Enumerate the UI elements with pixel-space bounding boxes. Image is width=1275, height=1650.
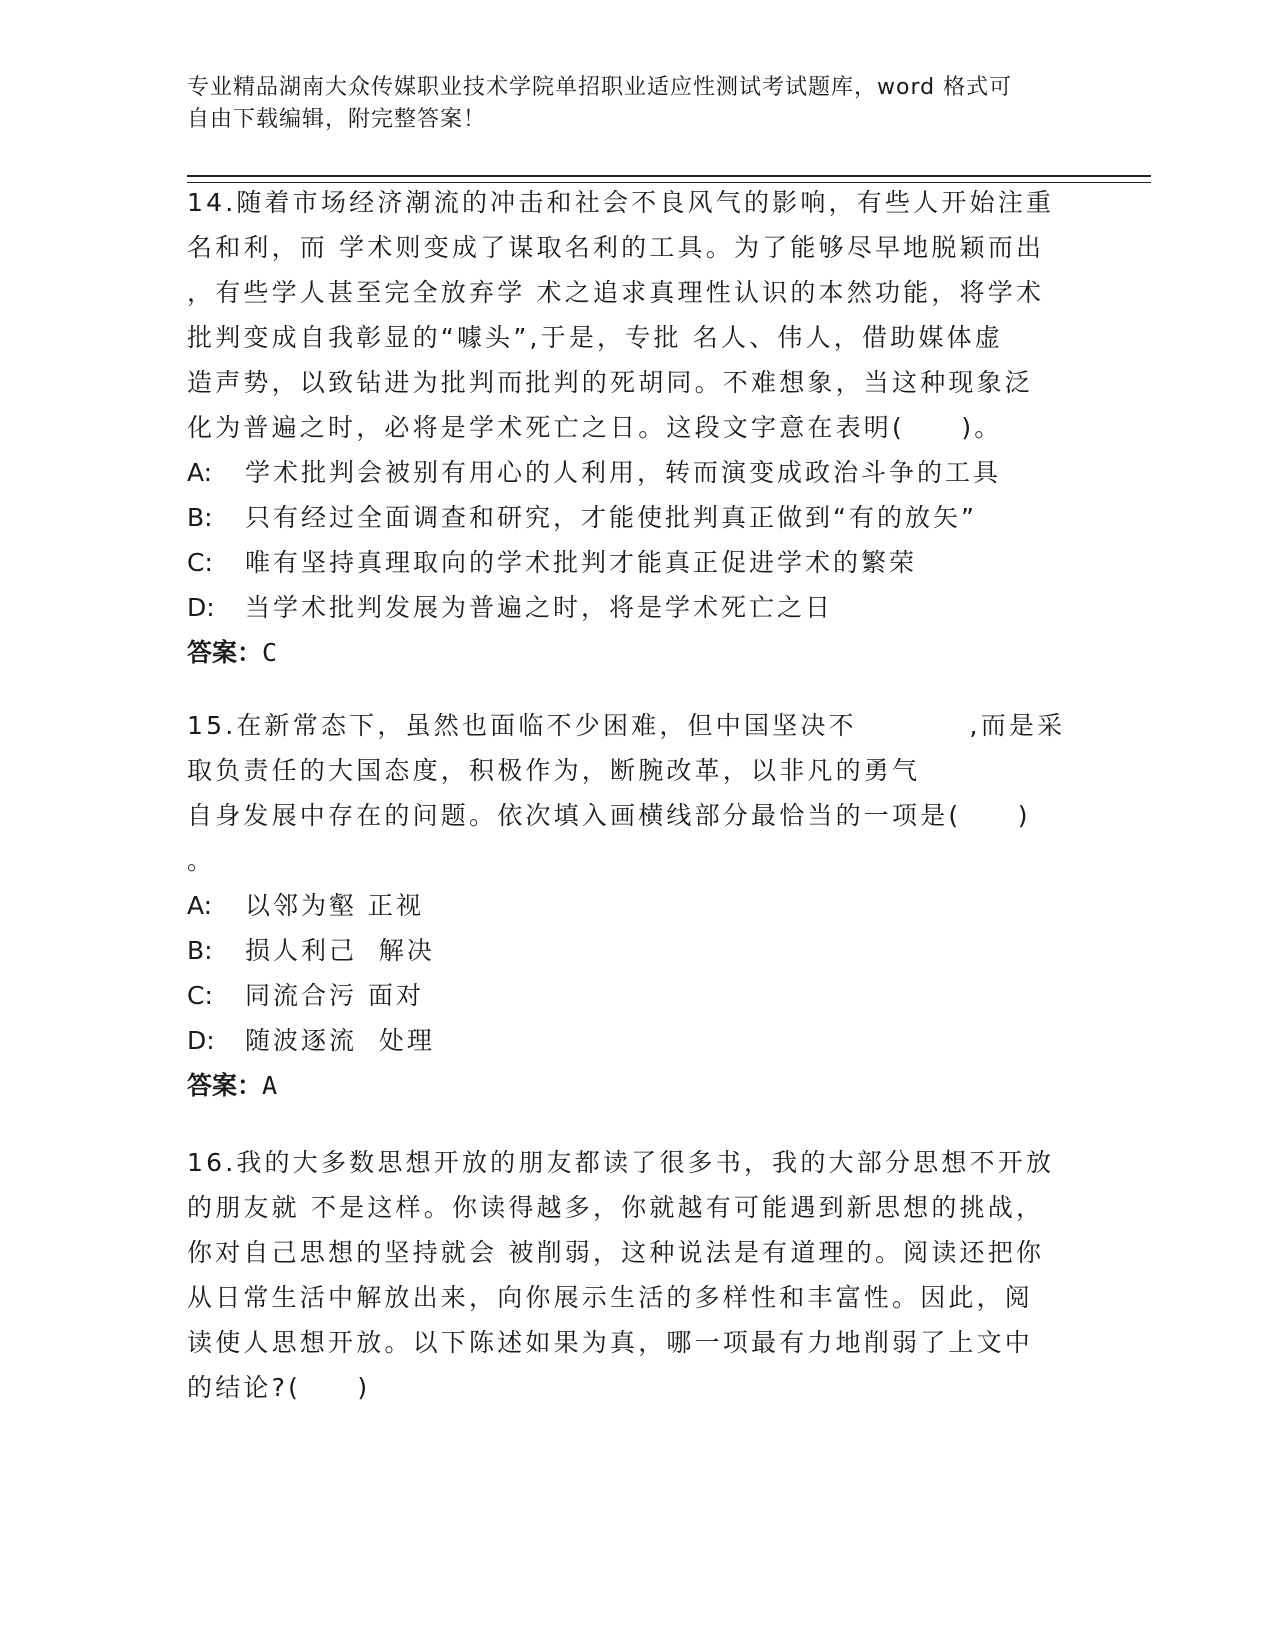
option-label: B:	[187, 936, 213, 965]
question-line: 读使人思想开放。以下陈述如果为真，哪一项最有力地削弱了上文中	[187, 1328, 1034, 1357]
question-line: 。	[187, 846, 216, 875]
option-label: C:	[187, 981, 213, 1010]
question-line: 14.随着市场经济潮流的冲击和社会不良风气的影响，有些人开始注重	[187, 188, 1055, 217]
option-b	[187, 928, 1065, 973]
question-line: 16.我的大多数思想开放的朋友都读了很多书，我的大部分思想不开放	[187, 1148, 1055, 1177]
answer	[187, 1063, 1065, 1108]
option-text: 损人利己 解决	[245, 936, 435, 965]
option-c	[187, 540, 1054, 585]
header-line-1: 专业精品湖南大众传媒职业技术学院单招职业适应性测试考试题库，word 格式可	[187, 75, 1013, 100]
question-line: 造声势，以致钻进为批判而批判的死胡同。不难想象，当这种现象泛	[187, 368, 1034, 397]
option-d	[187, 1018, 1065, 1063]
option-text: 只有经过全面调查和研究，才能使批判真正做到“有的放矢”	[245, 503, 977, 532]
option-d	[187, 585, 1054, 630]
option-c	[187, 973, 1065, 1018]
option-label: A:	[187, 891, 213, 920]
question-line: 你对自己思想的坚持就会 被削弱，这种说法是有道理的。阅读还把你	[187, 1238, 1045, 1267]
question-16	[187, 1140, 1054, 1410]
option-text: 随波逐流 处理	[245, 1026, 435, 1055]
answer-value: C	[262, 638, 278, 667]
option-label: D:	[187, 593, 215, 622]
option-a	[187, 883, 1065, 928]
question-line: 自身发展中存在的问题。依次填入画横线部分最恰当的一项是( )	[187, 801, 1031, 830]
answer-label: 答案：	[187, 638, 263, 667]
question-line: ，有些学人甚至完全放弃学 术之追求真理性认识的本然功能，将学术	[187, 278, 1045, 307]
option-label: C:	[187, 548, 213, 577]
question-line: 从日常生活中解放出来，向你展示生活的多样性和丰富性。因此，阅	[187, 1283, 1034, 1312]
option-a	[187, 450, 1054, 495]
question-line: 批判变成自我彰显的“噱头”,于是，专批 名人、伟人，借助媒体虚	[187, 323, 1003, 352]
option-text: 以邻为壑 正视	[245, 891, 424, 920]
question-line: 的朋友就 不是这样。你读得越多，你就越有可能遇到新思想的挑战，	[187, 1193, 1045, 1222]
answer	[187, 630, 1054, 675]
answer-value: A	[262, 1071, 278, 1100]
option-text: 学术批判会被别有用心的人利用，转而演变成政治斗争的工具	[245, 458, 1002, 487]
question-line: 名和利，而 学术则变成了谋取名利的工具。为了能够尽早地脱颖而出	[187, 233, 1045, 262]
option-text: 同流合污 面对	[245, 981, 424, 1010]
option-text: 当学术批判发展为普遍之时，将是学术死亡之日	[245, 593, 834, 622]
question-14	[187, 180, 1054, 675]
question-line: 取负责任的大国态度，积极作为，断腕改革，以非凡的勇气	[187, 756, 921, 785]
document-header	[187, 72, 1067, 136]
question-15	[187, 703, 1065, 1108]
option-text: 唯有坚持真理取向的学术批判才能真正促进学术的繁荣	[245, 548, 918, 577]
option-label: D:	[187, 1026, 215, 1055]
answer-label: 答案：	[187, 1071, 263, 1100]
option-label: A:	[187, 458, 213, 487]
header-divider-thick	[187, 175, 1151, 177]
question-line: 化为普遍之时，必将是学术死亡之日。这段文字意在表明( )。	[187, 413, 1003, 442]
option-b	[187, 495, 1054, 540]
header-line-2: 自由下载编辑，附完整答案！	[187, 107, 487, 132]
question-line: 的结论?( )	[187, 1373, 371, 1402]
option-label: B:	[187, 503, 213, 532]
question-line: 15.在新常态下，虽然也面临不少困难，但中国坚决不 ,而是采	[187, 711, 1066, 740]
